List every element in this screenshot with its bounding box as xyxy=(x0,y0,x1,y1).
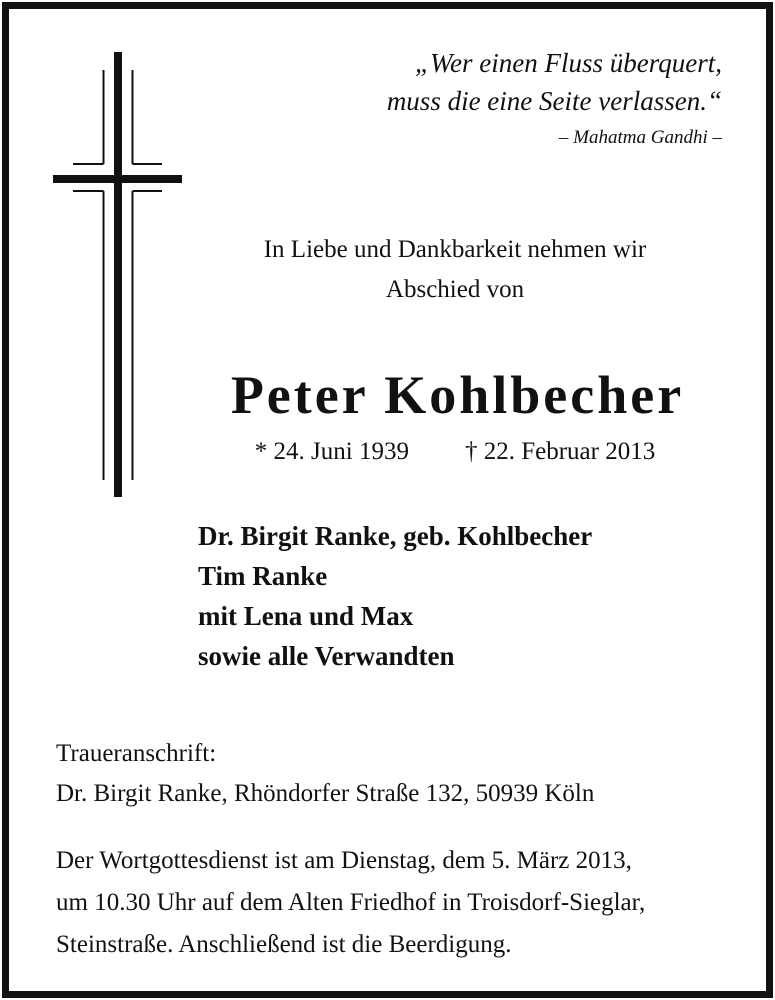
service-info xyxy=(56,840,756,966)
deceased-name: Peter Kohlbecher xyxy=(230,365,685,425)
service-line: Der Wortgottesdienst ist am Dienstag, dem 5. März 2013, xyxy=(56,847,632,874)
intro-line-1: In Liebe und Dankbarkeit nehmen wir xyxy=(263,236,647,263)
service-line: Steinstraße. Anschließend ist die Beerdigung. xyxy=(56,931,512,958)
mourning-address xyxy=(56,734,736,814)
address-value: Dr. Birgit Ranke, Rhöndorfer Straße 132, 50939 Köln xyxy=(56,780,595,807)
life-dates xyxy=(180,432,730,472)
quote-block xyxy=(300,44,722,152)
intro-line-2: Abschied von xyxy=(385,276,525,303)
address-label: Traueranschrift: xyxy=(56,740,217,767)
quote-author: – Mahatma Gandhi – xyxy=(558,127,722,148)
mourner-line: mit Lena und Max xyxy=(198,601,414,631)
quote-line-1: „Wer einen Fluss überquert, xyxy=(415,48,722,78)
death-date: † 22. Februar 2013 xyxy=(464,438,656,465)
mourner-line: Dr. Birgit Ranke, geb. Kohlbecher xyxy=(198,521,593,551)
mourners-list xyxy=(198,516,738,676)
birth-date: * 24. Juni 1939 xyxy=(254,438,409,465)
quote-line-2: muss die eine Seite verlassen.“ xyxy=(386,86,722,116)
mourner-line: sowie alle Verwandten xyxy=(198,641,455,671)
mourner-line: Tim Ranke xyxy=(198,561,328,591)
service-line: um 10.30 Uhr auf dem Alten Friedhof in Troisdorf-Sieglar, xyxy=(56,889,646,916)
intro-text xyxy=(180,230,730,310)
